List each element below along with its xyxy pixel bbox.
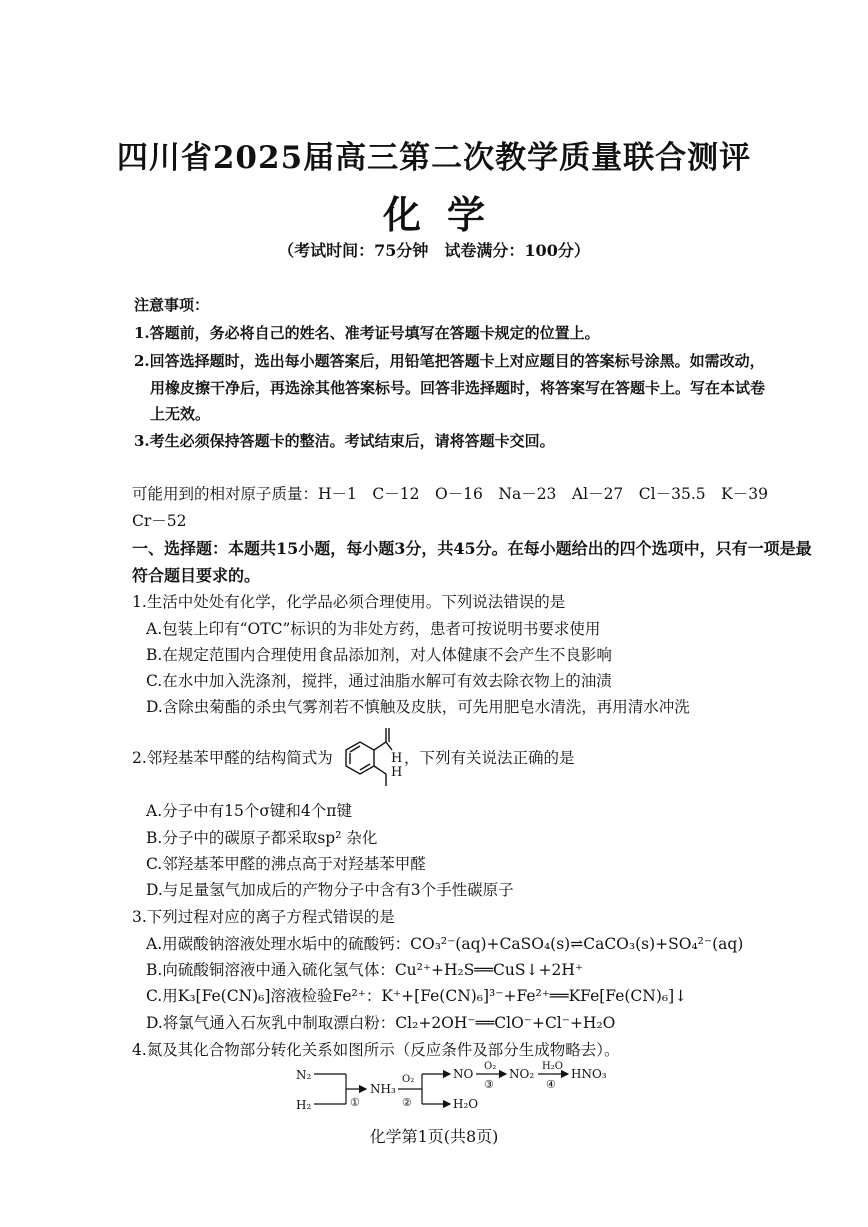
diagram-step-4: ④: [546, 1078, 556, 1091]
subject-title: 化学: [382, 192, 511, 237]
question-1-option-d: D.含除虫菊酯的杀虫气雾剂若不慎触及皮肤，可先用肥皂水清洗，再用清水冲洗: [146, 698, 690, 716]
exam-info: （考试时间：75分钟 试卷满分：100分）: [278, 241, 590, 260]
question-3-stem: 3.下列过程对应的离子方程式错误的是: [132, 908, 395, 926]
question-3-option-b: B.向硫酸铜溶液中通入硫化氢气体：Cu²⁺+H₂S══CuS↓+2H⁺: [146, 961, 584, 979]
structure-h-top: H: [391, 751, 402, 766]
nitrogen-conversion-diagram: [290, 1060, 620, 1118]
question-2-stem-before: 2.邻羟基苯甲醛的结构简式为: [132, 749, 333, 767]
question-3-option-c: C.用K₃[Fe(CN)₆]溶液检验Fe²⁺：K⁺+[Fe(CN)₆]³⁻+Fe²⁺══KFe[Fe(CN)₆]↓: [146, 987, 688, 1005]
structure-h-bottom: H: [391, 765, 402, 780]
section-heading-line-1: 一、选择题：本题共15小题，每小题3分，共45分。在每小题给出的四个选项中，只有一项是最: [132, 539, 812, 558]
diagram-step-3: ③: [484, 1078, 494, 1091]
diagram-o2-a: O₂: [402, 1074, 415, 1085]
notice-item-2-line-1: 2.回答选择题时，选出每小题答案后，用铅笔把答题卡上对应题目的答案标号涂黑。如需改动，: [134, 352, 765, 370]
diagram-nh3: NH₃: [370, 1082, 396, 1096]
question-2-stem-after: ，下列有关说法正确的是: [404, 749, 575, 767]
question-3-option-a: A.用碳酸钠溶液处理水垢中的硫酸钙：CO₃²⁻(aq)+CaSO₄(s)⇌CaCO₃(s)+SO₄²⁻(aq): [146, 935, 744, 953]
diagram-h2o-label: H₂O: [542, 1061, 563, 1072]
diagram-hno3: HNO₃: [571, 1067, 607, 1081]
structure-diagram: [330, 722, 402, 794]
question-1-option-b: B.在规定范围内合理使用食品添加剂，对人体健康不会产生不良影响: [146, 646, 612, 664]
question-3-option-d: D.将氯气通入石灰乳中制取漂白粉：Cl₂+2OH⁻══ClO⁻+Cl⁻+H₂O: [146, 1014, 616, 1032]
question-4-stem: 4.氮及其化合物部分转化关系如图所示（反应条件及部分生成物略去）。: [132, 1041, 620, 1059]
diagram-step-1: ①: [350, 1096, 360, 1109]
section-heading-line-2: 符合题目要求的。: [132, 566, 261, 585]
notice-item-2-line-2: 用橡皮擦干净后，再选涂其他答案标号。回答非选择题时，将答案写在答题卡上。写在本试卷: [150, 379, 766, 397]
question-2-option-b: B.分子中的碳原子都采取sp² 杂化: [146, 829, 378, 847]
notice-item-3: 3.考生必须保持答题卡的整洁。考试结束后，请将答题卡交回。: [134, 432, 555, 450]
atomic-masses-line-2: Cr－52: [132, 512, 187, 530]
question-2-option-a: A.分子中有15个σ键和4个π键: [146, 802, 352, 820]
atomic-masses-line-1: 可能用到的相对原子质量：H－1 C－12 O－16 Na－23 Al－27 Cl－35.5 K－39: [132, 485, 768, 503]
notice-item-2-line-3: 上无效。: [150, 405, 211, 423]
exam-title: 四川省2025届高三第二次教学质量联合测评: [116, 140, 752, 176]
question-1-option-c: C.在水中加入洗涤剂，搅拌，通过油脂水解可有效去除衣物上的油渍: [146, 672, 612, 690]
diagram-n2: N₂: [296, 1068, 312, 1082]
question-1-stem: 1.生活中处处有化学，化学品必须合理使用。下列说法错误的是: [132, 593, 566, 611]
diagram-h2: H₂: [296, 1098, 312, 1112]
diagram-step-2: ②: [402, 1096, 412, 1109]
page-footer: 化学第1页(共8页): [369, 1127, 499, 1146]
question-1-option-a: A.包装上印有“OTC”标识的为非处方药，患者可按说明书要求使用: [146, 620, 601, 638]
notice-heading: 注意事项：: [134, 296, 210, 314]
notice-item-1: 1.答题前，务必将自己的姓名、准考证号填写在答题卡规定的位置上。: [134, 324, 600, 342]
question-2-option-d: D.与足量氢气加成后的产物分子中含有3个手性碳原子: [146, 881, 514, 899]
diagram-o2-b: O₂: [484, 1061, 497, 1072]
diagram-no: NO: [453, 1067, 474, 1081]
question-2-option-c: C.邻羟基苯甲醛的沸点高于对羟基苯甲醛: [146, 855, 426, 873]
diagram-no2: NO₂: [509, 1067, 535, 1081]
diagram-h2o: H₂O: [453, 1097, 479, 1111]
